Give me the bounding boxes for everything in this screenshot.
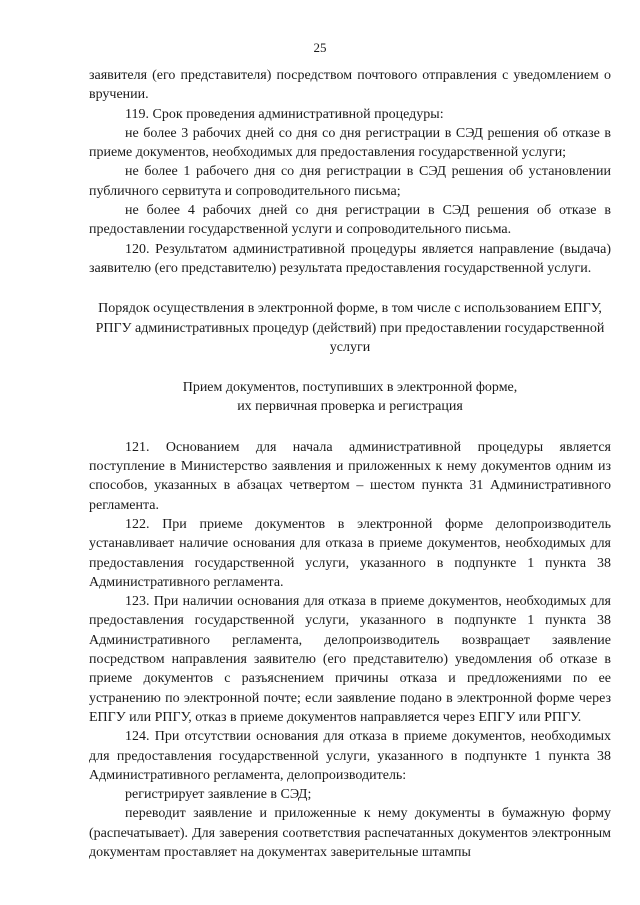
- paragraph-121: 121. Основанием для начала административной процедуры является поступление в Министерство заявления и приложенных к нему документов одним из способов, указанных в абзацах четвертом – шестом пункта 31 Административного регламента.: [89, 439, 611, 513]
- subsection-heading-line-2: их первичная проверка и регистрация: [237, 399, 463, 415]
- subsection-heading-line-1: Прием документов, поступивших в электронной форме,: [182, 380, 518, 396]
- paragraph-119-item-3: не более 4 рабочих дней со дня регистрации в СЭД решения об отказе в предоставлении государственной услуги и сопроводительного письма.: [89, 203, 611, 238]
- paragraph-119-item-1: не более 3 рабочих дней со дня со дня регистрации в СЭД решения об отказе в приеме документов, необходимых для предоставления государственной услуги;: [89, 125, 611, 161]
- paragraph-122: 122. При приеме документов в электронной форме делопроизводитель устанавливает наличие основания для отказа в приеме документов, необходимых для предоставления государственной услуги, указанного в подпункте 1 пункта 38 Административного регламента.: [89, 516, 611, 590]
- paragraph-124: 124. При отсутствии основания для отказа в приеме документов, необходимых для предоставления государственной услуги, указанного в подпункте 1 пункта 38 Административного регламента, делопроизводитель:: [89, 729, 611, 783]
- paragraph-123: 123. При наличии основания для отказа в приеме документов, необходимых для предоставления государственной услуги, указанного в подпункте 1 пункта 38 Административного регламента, делопроизводитель возвращает заявление посредством направления заявителю (его представителю) уведомления об отказе в приеме документов с разъяснением причины отказа и предложениями по ее устранению по электронной почте; если заявление подано в электронной форме через ЕПГУ или РПГУ, отказ в приеме документов направляется через ЕПГУ или РПГУ.: [89, 594, 611, 725]
- paragraph-120: 120. Результатом административной процедуры является направление (выдача) заявителю (его представителю) результата предоставления государственной услуги.: [89, 241, 611, 276]
- paragraph-119-item-2: не более 1 рабочего дня со дня регистрации в СЭД решения об установлении публичного сервитута и сопроводительного письма;: [89, 164, 611, 199]
- paragraph-124-item-1: регистрирует заявление в СЭД;: [125, 787, 312, 803]
- section-heading: Порядок осуществления в электронной форме, в том числе с использованием ЕПГУ, РПГУ административных процедур (действий) при предоставлении государственной услуги: [95, 301, 605, 355]
- paragraph-124-item-2: переводит заявление и приложенные к нему документы в бумажную форму (распечатывает). Для заверения соответствия распечатанных документов электронным документам проставляет на документах заверительные штампы: [89, 806, 611, 860]
- subsection-heading: [89, 378, 611, 417]
- paragraph-continuation: заявителя (его представителя) посредством почтового отправления с уведомлением о вручении.: [89, 68, 611, 103]
- paragraph-119: 119. Срок проведения административной процедуры:: [125, 106, 444, 122]
- document-body: [89, 66, 611, 862]
- page-number: 25: [313, 40, 327, 55]
